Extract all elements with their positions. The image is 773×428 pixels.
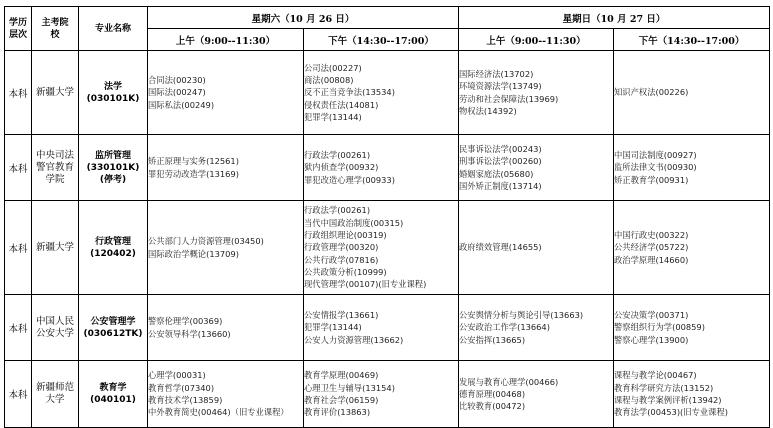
- course-item: 教育科学研究方法(13152): [614, 382, 714, 393]
- major-cell: [79, 361, 148, 428]
- course-item: 行政组织理论(00319): [304, 230, 387, 241]
- course-item: 国外矫正制度(13714): [459, 180, 542, 191]
- course-item: 公安政治工作学(13664): [459, 322, 550, 333]
- examining-school: 新疆大学: [32, 51, 79, 135]
- courses-d1-am: [148, 51, 304, 135]
- course-item: 罪犯改造心理学(00933): [304, 174, 395, 185]
- course-item: 课程与教学案例评析(13942): [614, 395, 722, 405]
- course-item: 中国司法制度(00927): [614, 150, 697, 161]
- course-item: 教育技术学(13859): [148, 395, 223, 405]
- course-item: 教育学原理(00469): [304, 370, 379, 381]
- course-item: 犯罪学(13144): [304, 322, 362, 333]
- schedule-body: [5, 51, 770, 428]
- course-item: 政治学原理(14660): [614, 254, 689, 265]
- major-name: 监所管理: [94, 150, 131, 161]
- major-cell: [79, 295, 148, 361]
- course-item: 公安领导科学(13660): [148, 328, 231, 339]
- course-item: 环境资源法学(13749): [459, 81, 542, 92]
- table-row: [5, 295, 770, 361]
- course-item: 国际法(00247): [148, 87, 206, 98]
- courses-d1-am: [148, 295, 304, 361]
- course-item: 矫正教育学(00931): [614, 174, 689, 185]
- courses-d2-am: [459, 361, 614, 428]
- courses-d2-pm: [614, 135, 770, 201]
- header-level: 学历层次: [5, 7, 32, 51]
- major-note: (停考): [99, 174, 127, 185]
- course-item: 教育评价(13863): [304, 407, 371, 418]
- major-name: 教育学: [99, 383, 127, 393]
- degree-level: 本科: [5, 135, 32, 201]
- course-item: 当代中国政治制度(00315): [304, 217, 404, 228]
- course-item: 公共经济学(05722): [614, 242, 689, 253]
- exam-schedule-table: [4, 6, 770, 428]
- course-item: 政府绩效管理(14655): [459, 242, 542, 253]
- courses-d1-am: [148, 361, 304, 428]
- courses-d2-am: [459, 201, 614, 295]
- header-school: 主考院校: [32, 7, 79, 51]
- courses-d2-am: [459, 135, 614, 201]
- course-item: 公安决策学(00371): [614, 310, 689, 321]
- course-item: 警察伦理学(00369): [148, 316, 223, 327]
- course-item: 发展与教育心理学(00466): [459, 376, 559, 387]
- table-row: [5, 361, 770, 428]
- courses-d2-am: [459, 51, 614, 135]
- course-item: 侵权责任法(14081): [304, 99, 379, 110]
- course-item: 教育哲学(07340): [148, 382, 215, 393]
- course-item: 中国行政史(00322): [614, 230, 689, 241]
- course-item: 反不正当竞争法(13534): [304, 87, 395, 98]
- courses-d1-pm: [304, 295, 459, 361]
- header-day1: 星期六（10 月 26 日）: [148, 7, 459, 29]
- major-code: (120402): [90, 248, 136, 259]
- major-code: (030612TK): [83, 328, 143, 339]
- course-item: 现代管理学(00107)(旧专业课程): [304, 279, 427, 290]
- course-item: 行政法学(00261): [304, 205, 371, 216]
- course-item: 矫正原理与实务(12561): [148, 156, 239, 167]
- examining-school: 中国人民公安大学: [32, 295, 79, 361]
- courses-d1-pm: [304, 135, 459, 201]
- course-item: 公共部门人力资源管理(03450): [148, 236, 264, 247]
- course-item: 国际政治学概论(13709): [148, 248, 239, 259]
- table-row: [5, 201, 770, 295]
- course-item: 国际经济法(13702): [459, 68, 534, 79]
- course-item: 行政管理学(00320): [304, 242, 379, 253]
- courses-d2-pm: [614, 361, 770, 428]
- courses-d2-pm: [614, 201, 770, 295]
- degree-level: 本科: [5, 51, 32, 135]
- course-item: 比较教育(00472): [459, 401, 526, 412]
- course-item: 公安指挥(13665): [459, 334, 526, 345]
- course-item: 公共政策分析(10999): [304, 266, 387, 277]
- course-item: 公安舆情分析与舆论引导(13663): [459, 310, 584, 321]
- courses-d2-pm: [614, 51, 770, 135]
- major-name: 行政管理: [94, 236, 131, 247]
- courses-d1-pm: [304, 361, 459, 428]
- degree-level: 本科: [5, 361, 32, 428]
- header-major: 专业名称: [79, 7, 148, 51]
- courses-d1-am: [148, 201, 304, 295]
- course-item: 中外教育简史(00464)（旧专业课程）: [148, 407, 289, 418]
- courses-d1-am: [148, 135, 304, 201]
- course-item: 国际私法(00249): [148, 99, 215, 110]
- major-name: 法学: [103, 81, 122, 92]
- course-item: 犯罪学(13144): [304, 111, 362, 122]
- course-item: 商法(00808): [304, 75, 354, 86]
- course-item: 公共行政学(07816): [304, 254, 379, 265]
- course-item: 心理学(00031): [148, 370, 206, 381]
- major-code: (330101K): [86, 162, 140, 173]
- header-day1-am: 上午（9:00--11:30）: [148, 29, 304, 51]
- header-day1-pm: 下午（14:30--17:00）: [304, 29, 459, 51]
- course-item: 物权法(14392): [459, 105, 517, 116]
- course-item: 行政法学(00261): [304, 150, 371, 161]
- course-item: 德育原理(00468): [459, 388, 526, 399]
- course-item: 公司法(00227): [304, 62, 362, 73]
- major-cell: [79, 135, 148, 201]
- major-code: (040101): [90, 395, 136, 405]
- degree-level: 本科: [5, 295, 32, 361]
- course-item: 警察组织行为学(00859): [614, 322, 705, 333]
- header-day2-pm: 下午（14:30--17:00）: [614, 29, 770, 51]
- course-item: 课程与教学论(00467): [614, 370, 697, 381]
- course-item: 教育法学(00453)(旧专业课程): [614, 407, 729, 418]
- course-item: 警察心理学(13900): [614, 334, 689, 345]
- course-item: 劳动和社会保障法(13969): [459, 93, 559, 104]
- courses-d1-pm: [304, 201, 459, 295]
- courses-d2-am: [459, 295, 614, 361]
- examining-school: 新疆大学: [32, 201, 79, 295]
- course-item: 教育社会学(06159): [304, 395, 379, 405]
- course-item: 罪犯劳动改造学(13169): [148, 168, 239, 179]
- course-item: 狱内侦查学(00932): [304, 162, 379, 173]
- courses-d1-pm: [304, 51, 459, 135]
- course-item: 公安人力资源管理(13662): [304, 334, 404, 345]
- course-item: 民事诉讼法学(00243): [459, 143, 542, 154]
- examining-school: 新疆师范大学: [32, 361, 79, 428]
- header-day2-am: 上午（9:00--11:30）: [459, 29, 614, 51]
- table-row: [5, 51, 770, 135]
- course-item: 监所法律文书(00930): [614, 162, 697, 173]
- table-row: [5, 135, 770, 201]
- course-item: 刑事诉讼法学(00260): [459, 156, 542, 167]
- major-cell: [79, 51, 148, 135]
- major-name: 公安管理学: [90, 316, 136, 327]
- course-item: 知识产权法(00226): [614, 87, 689, 98]
- degree-level: 本科: [5, 201, 32, 295]
- course-item: 心理卫生与辅导(13154): [304, 382, 395, 393]
- examining-school: 中央司法警官教育学院: [32, 135, 79, 201]
- header-day2: 星期日（10 月 27 日）: [459, 7, 770, 29]
- course-item: 婚姻家庭法(05680): [459, 168, 534, 179]
- course-item: 公安情报学(13661): [304, 310, 379, 321]
- major-cell: [79, 201, 148, 295]
- courses-d2-pm: [614, 295, 770, 361]
- course-item: 合同法(00230): [148, 75, 206, 86]
- major-code: (030101K): [86, 93, 140, 104]
